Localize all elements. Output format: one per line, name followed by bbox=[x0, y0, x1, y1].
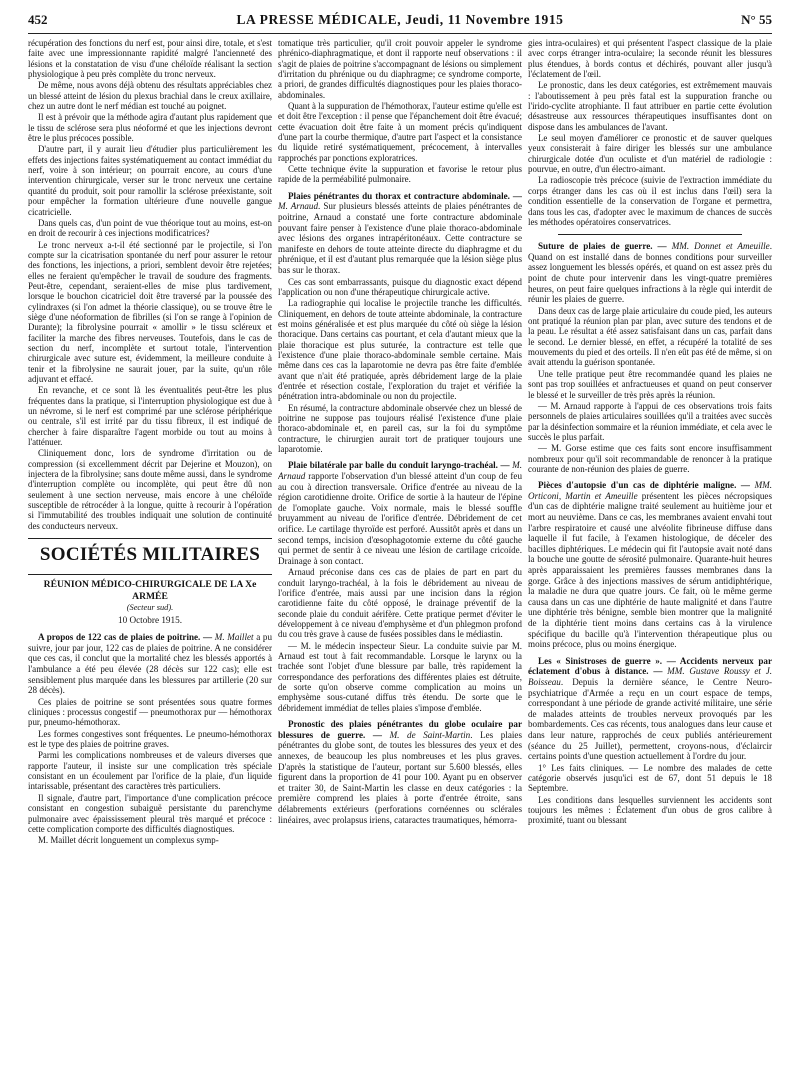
paragraph: Le pronostic, dans les deux catégories, est extrêmement mauvais : l'aboutissement à peu près fatal est la suppuration franche ou l'irido-cyclite atrophiante. Il faut attribuer en partie cette évolution désastreuse aux ressources thérapeutiques insuffisantes dont on dispose dans les ambulances de l'avant. bbox=[528, 80, 772, 132]
paragraph: De même, nous avons déjà obtenu des résultats appréciables chez un blessé atteint de lésion du plexus brachial dans le creux axillaire, chez un autre dont le nerf médian est touché au poignet. bbox=[28, 80, 272, 112]
paragraph: D'autre part, il y aurait lieu d'étudier plus particulièrement les effets des injections faites systématiquement au contact immédiat du nerf, voire à son intérieur; on pourrait encore, au cours d'une intervention chirurgicale, verser sur le tronc nerveux une certaine quantité du produit, soit pour ramollir la sclérose préexistante, soit pour empêcher la formation ultérieure d'une nouvelle gangue cicatricielle. bbox=[28, 144, 272, 217]
meeting-title: RÉUNION MÉDICO-CHIRURGICALE DE LA Xe ARMÉE bbox=[43, 579, 257, 603]
paragraph: Il est à prévoir que la méthode agira d'autant plus rapidement que le tissu de sclérose sera plus néoformé et que les injections devront être le plus précoces possible. bbox=[28, 112, 272, 144]
paragraph: Il signale, d'autre part, l'importance d'une complication précoce consistant en congestion subaiguë persistante du parenchyme pulmonaire avec épaississement pleural très marqué et précoce : cette complication comporte des difficultés diagnostiques. bbox=[28, 792, 272, 834]
paragraph: Quant à la suppuration de l'hémothorax, l'auteur estime qu'elle est et doit être l'exception : il pense que l'épanchement doit être évacué; cette évacuation doit être faite à un moment précis qu'indiquent d'une part la courbe thermique, d'autre part l'aspect et la consistance du liquide retiré systématiquement, précocement, à intervalles rapprochés par ponctions exploratrices. bbox=[278, 101, 522, 163]
section-divider bbox=[28, 538, 272, 539]
paragraph: 1° Les faits cliniques. — Le nombre des malades de cette catégorie observés jusqu'ici est de 67, dont 51 depuis le 18 Septembre. bbox=[528, 762, 772, 794]
paragraph: — M. Gorse estime que ces faits sont encore insuffisamment nombreux pour qu'il soit recommandable de renoncer à la pratique courante de non-réunion des plaies de guerre. bbox=[528, 443, 772, 474]
column-3 bbox=[528, 38, 772, 1078]
paragraph: Dans quels cas, d'un point de vue théorique tout au moins, est-on en droit de recourir à ces injections modificatrices? bbox=[28, 217, 272, 239]
article-author: MM. Donnet et Ameuille bbox=[671, 241, 770, 252]
paragraph: En résumé, la contracture abdominale observée chez un blessé de poitrine ne suppose pas toujours réalisé l'existence d'une plaie thoraco-abdominale et, en pareil cas, sur la foi du symptôme contracture, le chirurgien aurait tort de pratiquer toujours une laparotomie. bbox=[278, 402, 522, 455]
paragraph: — M. le médecin inspecteur Sieur. La conduite suivie par M. Arnaud est tout à fait recommandable. Lorsque le larynx ou la trachée sont l'objet d'une blessure par balle, très rapidement la correspondance des perforations des différentes plaies est détruite, de sorte qu'on observe comme complication au moins un emphysème sous-cutané diffus très étendu. De sorte que le débridement immédiat de telles plaies s'impose d'emblée. bbox=[278, 640, 522, 713]
paragraph: Une telle pratique peut être recommandée quand les plaies ne sont pas trop souillées et anfractueuses et quand on peut conserver le blessé et le surveiller de très près après la réunion. bbox=[528, 368, 772, 400]
page-number: 452 bbox=[28, 12, 48, 27]
article-author: M. Maillet bbox=[214, 632, 254, 643]
paragraph: Parmi les complications nombreuses et de valeurs diverses que rapporte l'auteur, il insiste sur une complication très spéciale consistant en un écoulement par l'orifice de la plaie, d'un liquide intarissable, présentant des caractères très particuliers. bbox=[28, 750, 272, 792]
paragraph: Les formes congestives sont fréquentes. Le pneumo-hémothorax est le type des plaies de poitrine graves. bbox=[28, 728, 272, 750]
header-rule bbox=[28, 33, 772, 34]
article-author: M. Arnaud bbox=[278, 201, 319, 212]
article-heading: Les « Sinistroses de guerre ». — Accidents nerveux par éclatement d'obus à distance. — MM. Gustave Roussy et J. Boisseau. Depuis la dernière séance, le Centre Neuro-psychiatrique d'Armée a reçu en un court espace de temps, correspondant à une période de grande activité militaire, une série de malades atteints de troubles nerveux provoqués par les bombardements. Ces cas récents, tous analogues dans leur cause et dans leur nature, rapprochés de ceux publiés antérieurement (séance du 25 Juillet), permettent, croyons-nous, d'éclaircir certains points d'une question actuellement à l'ordre du jour. bbox=[528, 655, 772, 762]
article-heading: Pronostic des plaies pénétrantes du globe oculaire par blessures de guerre. — M. de Saint-Martin. Les plaies pénétrantes du globe sont, de toutes les blessures des yeux et des annexes, de beaucoup les plus nombreuses et les plus graves. D'après la statistique de l'auteur, portant sur 5.600 blessés, elles figurent dans la proportion de 41 pour 100. Ayant pu en observer et traiter 30, de Saint-Martin les classe en deux catégories : la première comprend les plaies à porte d'entrée étroite, sans délabrements extérieurs (perforations cornéennes ou sclérales linéaires, avec prolapsus iriens, cataractes traumatiques, hémorra- bbox=[278, 719, 522, 825]
paragraph: Arnaud préconise dans ces cas de plaies de part en part du conduit laryngo-trachéal, à la fois le débridement au niveau de l'orifice d'entrée, mais aussi par une incision dans la région carotidienne faite du côté opposé, le drainage préventif de la seconde plaie du conduit aérifère. Cette pratique permet d'éviter le développement à ce niveau d'emphysème et d'un phlegmon profond du cou très grave à cause de fusées possibles dans le médiastin. bbox=[278, 567, 522, 640]
article-heading: Pièces d'autopsie d'un cas de diphtérie maligne. — MM. Orticoni, Martin et Ameuille présentent les pièces nécropsiques d'un cas de diphtérie maligne traité seulement au huitième jour et mort au neuvième. Dans ce cas, les membranes avaient envahi tout l'arbre respiratoire et causé une alvéolite fibrineuse diffuse dans laquelle il fut facile, à l'examen histologique, de déceler des bacilles diphtériques. Le médecin qui fit l'autopsie avait noté dans la bouche une goutte de sérosité pulmonaire. Quarante-huit heures après apparaissaient les premières fausses membranes dans la gorge. Grâce à des injections massives de sérum antidiphtérique, la maladie ne dura que quatre jours. Ce fait, où le même germe causa dans un cas une diphtérie de haute malignité et dans l'autre une diphtérie très bénigne, semble bien montrer que la malignité de la diphtérie tient moins dans certains cas à la virulence spécifique du bacille qu'à l'intervention thérapeutique plus ou moins précoce, plus ou moins énergique. bbox=[528, 480, 772, 650]
paragraph: Le seul moyen d'améliorer ce pronostic et de sauver quelques yeux consisterait à faire diriger les blessés sur une ambulance chirurgicale dotée d'un oculiste et d'un matériel de radiologie : pourvue, en outre, d'un électro-aimant. bbox=[528, 133, 772, 175]
article-author: M. Arnaud bbox=[278, 460, 522, 481]
paragraph: Le tronc nerveux a-t-il été sectionné par le projectile, si l'on compte sur la cicatrisation spontanée du nerf pour assurer le retour des fonctions, les injections, a priori, semblent devoir être rejetées; elles ne feraient qu'empêcher le travail de soudure des fragments. Peut-être, cependant, seraient-elles de mise plus tardivement, lorsque le bouchon cicatriciel doit être traversé par la poussée des cylindraxes (si l'on admet la théorie classique), ou se trouve être le siège d'une néoformation de fibrilles (si l'on se range à l'opinion de Durante); la fibrolysine pourrait « amollir » le tissu scléreux et faciliter la marche des fibres nerveuses. Toutefois, dans le cas de section du nerf, incomplète et surtout totale, l'intervention chirurgicale avec suture est, évidemment, la meilleure conduite à tenir et la fibrolysine ne saurait jouer, par la suite, qu'un rôle adjuvant et effacé. bbox=[28, 239, 272, 384]
page-header bbox=[28, 12, 772, 30]
column-1 bbox=[28, 38, 272, 1078]
journal-title: LA PRESSE MÉDICALE, Jeudi, 11 Novembre 1915 bbox=[236, 12, 564, 27]
article-heading: A propos de 122 cas de plaies de poitrine. — M. Maillet a pu suivre, jour par jour, 122 cas de plaies de poitrine. A ne considérer que ces cas, il conclut que la mortalité chez les blessés apportés à l'ambulance a été peu élevée (28 décès sur 122 cas); elle est sensiblement plus marquée dans les blessures par artillerie (20 sur 28 décès). bbox=[28, 632, 272, 696]
paragraph: Ces cas sont embarrassants, puisque du diagnostic exact dépend l'application ou non d'une thérapeutique chirurgicale active. bbox=[278, 276, 522, 297]
paragraph: M. Maillet décrit longuement un complexus symp- bbox=[38, 835, 219, 846]
paragraph: Cliniquement donc, lors de syndrome d'irritation ou de compression (si excellemment décrit par Dejerine et Mouzon), on injectera de la fibrolysine; sans doute même aussi, dans le syndrome d'interruption complète ou incomplète, qui peut être dû non seulement à une section nerveuse, mais encore à une chéloïde susceptible de rétrocéder à la longue, quitte à recourir à l'opération si l'immutabilité des troubles indiquait une solution de continuité des conducteurs nerveux. bbox=[28, 448, 272, 531]
article-author: MM. Orticoni, Martin et Ameuille bbox=[528, 480, 772, 501]
paragraph: Les conditions dans lesquelles surviennent les accidents sont toujours les mêmes : Éclatement d'un obus de gros calibre à proximité, tuant ou blessant bbox=[528, 794, 772, 826]
paragraph: Cette technique évite la suppuration et favorise le retour plus rapide de la perméabilité pulmonaire. bbox=[278, 164, 522, 185]
paragraph: En revanche, et ce sont là les éventualités peut-être les plus fréquentes dans la pratique, si l'interruption physiologique est due à un névrome, si le nerf est comprimé par une sclérose périphérique ou centrale, s'il est irrité par du tissu fibreux, il est indiqué de chercher à faire disparaître l'agent morbide ou tout au moins à l'atténuer. bbox=[28, 385, 272, 448]
column-2 bbox=[278, 38, 522, 1078]
section-title: SOCIÉTÉS MILITAIRES bbox=[39, 544, 261, 566]
paragraph: Ces plaies de poitrine se sont présentées sous quatre formes cliniques : processus congestif — pneumothorax pur — hémothorax pur, pneumo-hémothorax. bbox=[28, 696, 272, 728]
article-author: MM. Gustave Roussy et J. Boisseau bbox=[528, 666, 772, 687]
article-divider bbox=[558, 234, 742, 235]
paragraph: gies intra-oculaires) et qui présentent l'aspect classique de la plaie avec corps étranger intra-oculaire; la seconde réunit les blessures plus étendues, à bords contus et déchirés, pouvant aller jusqu'à l'éclatement de l'œil. bbox=[528, 38, 772, 80]
paragraph: récupération des fonctions du nerf est, pour ainsi dire, totale, et s'est faite avec une impressionnante rapidité malgré l'ancienneté des lésions et la constatation de visu d'une chéloïde réalisant la section physiologique à peu près complète du tronc nerveux. bbox=[28, 38, 272, 80]
paragraph: — M. Arnaud rapporte à l'appui de ces observations trois faits personnels de plaies articulaires souillées qu'il a traitées avec succès par la désinfection sommaire et la réunion immédiate, et cela avec le succès le plus parfait. bbox=[528, 400, 772, 442]
paragraph: tomatique très particulier, qu'il croit pouvoir appeler le syndrome phrénico-diaphragmatique, et dont il rapporte neuf observations : il s'agit de plaies de poitrine s'accompagnant de lésions ou simplement d'irritation du phrénique ou du diaphragme; ce syndrome comporte, a priori, de grandes difficultés diagnostiques pour les plaies thoraco-abdominales. bbox=[278, 38, 522, 100]
article-heading: Plaies pénétrantes du thorax et contracture abdominale. — M. Arnaud. Sur plusieurs blessés atteints de plaies pénétrantes de poitrine, Arnaud a constaté une forte contracture abdominale pouvant faire penser à l'existence d'une plaie thoraco-abdominale avec lésions des organes intrapéritonéaux. Cette contracture se manifeste en dehors de toute atteinte directe du diaphragme et du phrénique, et il est d'autant plus remarquée que la lésion siège plus bas sur le thorax. bbox=[278, 190, 522, 275]
article-author: M. de Saint-Martin bbox=[389, 729, 471, 740]
paragraph: Dans deux cas de large plaie articulaire du coude pied, les auteurs ont pratiqué la réunion plan par plan, avec suture des tendons et de la peau. Le résultat a été assez satisfaisant dans un cas, parfait dans le second. Le dernier blessé, en effet, a récupéré la totalité de ses mouvements du pied et des orteils. Il n'en eût pas été de même, si on avait attendu la guérison spontanée. bbox=[528, 305, 772, 368]
section-divider bbox=[28, 574, 272, 575]
paragraph: La radiographie qui localise le projectile tranche les difficultés. Cliniquement, en dehors de toute atteinte abdominale, la contracture est moins généralisée et est plus marquée du côté où siège la lésion thoracique. Dans certains cas pourtant, et cela d'autant mieux que la plaie thoracique est plus suturée, la contracture est telle que l'existence d'une plaie thoraco-abdominale semble certaine. Mais même dans ces cas la laparotomie ne devra pas être faite d'emblée avant que n'ait été pratiquée, après débridement large de la plaie d'entrée et résection costale, l'exploration du trajet et vérifiée la pénétration intra-abdominale ou non du projectile. bbox=[278, 298, 522, 402]
meeting-note: (Secteur sud). bbox=[126, 603, 174, 613]
paragraph: La radioscopie très précoce (suivie de l'extraction immédiate du corps étranger dans les cas où il est inclus dans l'œil) sera la condition essentielle de la conservation de l'organe et permettra, dans tous les cas, d'adopter avec le maximum de chances de succès les méthodes opératoires conservatrices. bbox=[528, 175, 772, 227]
issue-number: N° 55 bbox=[741, 12, 772, 27]
article-heading: Suture de plaies de guerre. — MM. Donnet et Ameuille. Quand on est installé dans de bonnes conditions pour surveiller assez longuement les blessés opérés, et quand on est assez près du point de chute pour intervenir dans les vingt-quatre premières heures, on peut faire quelques infractions à la règle qui interdit de réunir les plaies de guerre. bbox=[528, 241, 772, 305]
meeting-date: 10 Octobre 1915. bbox=[117, 615, 183, 626]
article-heading: Plaie bilatérale par balle du conduit laryngo-trachéal. — M. Arnaud rapporte l'observation d'un blessé atteint d'un coup de feu au cou à direction transversale. Orifice d'entrée au niveau de la région carotidienne droite. Orifice de sortie à la hauteur de l'épine de l'omoplate gauche. Voix normale, mais le blessé souffle bruyamment au niveau de l'orifice d'entrée. Débridement de cet orifice. Le cartilage thyroïde est perforé. Aussitôt après et dans un second temps, incision d'œsophagotomie externe du côté gauche qui permet de sentir à ce niveau une lésion de cartilage cricoïde. Drainage à son contact. bbox=[278, 460, 522, 566]
